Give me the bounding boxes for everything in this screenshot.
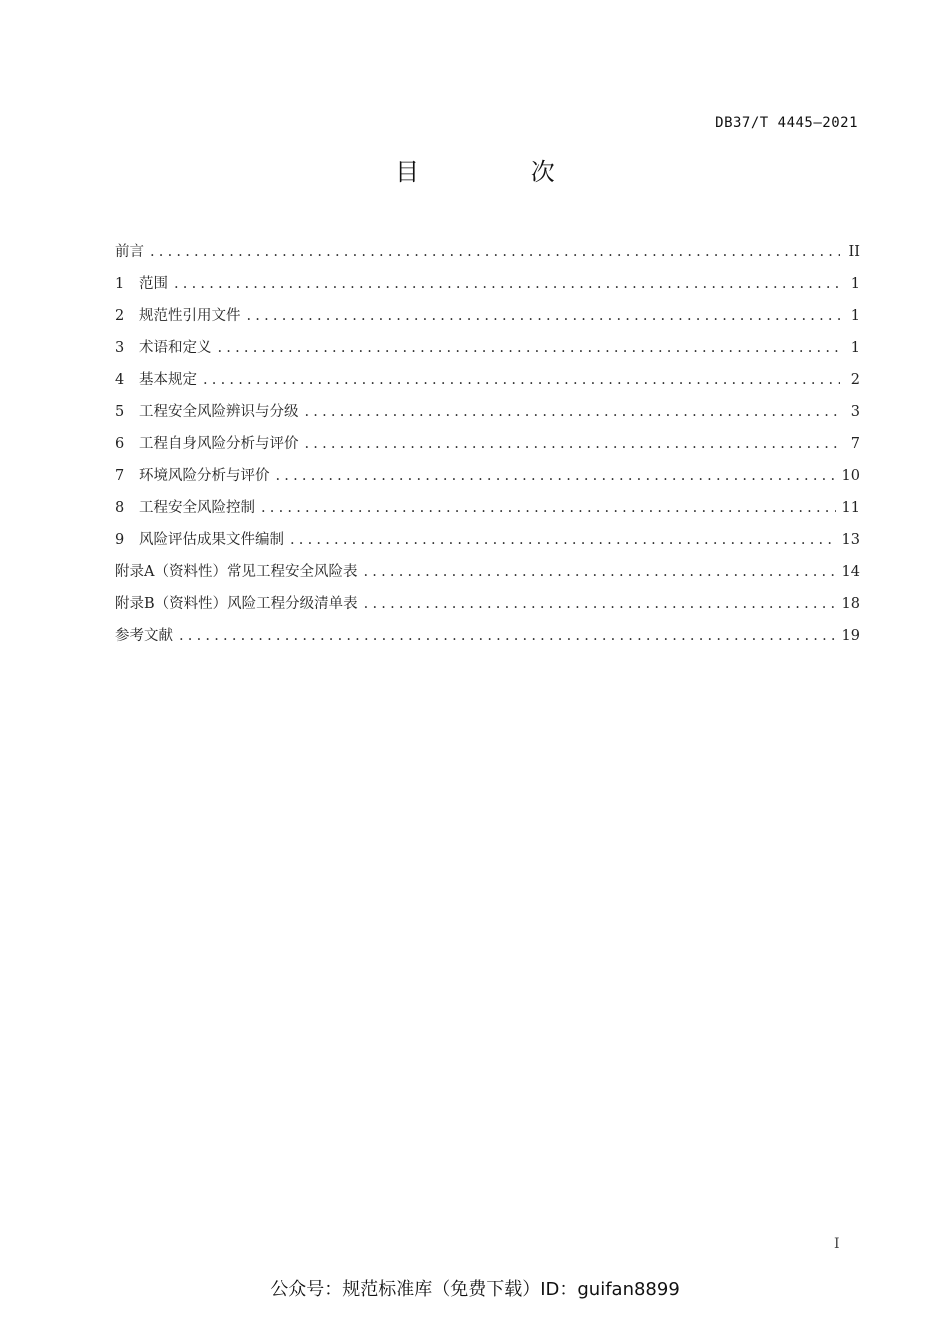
toc-entry-3[interactable] (115, 336, 860, 368)
toc-leader-dots (363, 560, 835, 584)
toc-entry-number: 3 (115, 340, 125, 356)
toc-entry-7[interactable] (115, 464, 860, 496)
toc-leader-dots (261, 496, 836, 520)
toc-leader-dots (150, 240, 840, 264)
toc-entry-appendix-a[interactable] (115, 560, 860, 592)
document-code: DB37/T 4445—2021 (715, 115, 858, 131)
toc-leader-dots (364, 592, 836, 616)
toc-entry-label: 范围 (139, 276, 168, 292)
toc-entry-label: 工程安全风险控制 (139, 500, 255, 516)
toc-entry-page: 7 (850, 436, 860, 452)
toc-entry-label: 附录B（资料性）风险工程分级清单表 (115, 596, 358, 612)
page-title: 目 次 (395, 158, 607, 186)
toc-entry-page: II (848, 244, 860, 260)
toc-entry-page: 13 (841, 532, 860, 548)
toc-entry-label: 工程安全风险辨识与分级 (139, 404, 299, 420)
toc-entry-page: 18 (841, 596, 860, 612)
toc-entry-number: 9 (115, 532, 125, 548)
toc-leader-dots (218, 336, 841, 360)
toc-entry-label: 工程自身风险分析与评价 (139, 436, 299, 452)
toc-entry-page: 1 (850, 276, 860, 292)
toc-entry-page: 2 (850, 372, 860, 388)
toc-entry-page: 11 (841, 500, 860, 516)
toc-entry-number: 8 (115, 500, 125, 516)
toc-entry-number: 1 (115, 276, 125, 292)
toc-entry-number: 4 (115, 372, 125, 388)
toc-leader-dots (276, 464, 836, 488)
toc-entry-5[interactable] (115, 400, 860, 432)
toc-entry-label: 附录A（资料性）常见工程安全风险表 (115, 564, 358, 580)
toc-entry-page: 3 (850, 404, 860, 420)
toc-entry-appendix-b[interactable] (115, 592, 860, 624)
toc-entry-foreword[interactable] (115, 240, 860, 272)
toc-leader-dots (305, 400, 841, 424)
toc-leader-dots (203, 368, 840, 392)
toc-entry-label: 风险评估成果文件编制 (139, 532, 284, 548)
toc-entry-number: 2 (115, 308, 125, 324)
toc-entry-page: 19 (841, 628, 860, 644)
toc-entry-label: 术语和定义 (139, 340, 212, 356)
table-of-contents (115, 240, 860, 656)
toc-entry-bibliography[interactable] (115, 624, 860, 656)
watermark-text: 公众号：规范标准库（免费下载）ID：guifan8899 (270, 1279, 680, 1300)
toc-leader-dots (290, 528, 836, 552)
toc-entry-page: 14 (841, 564, 860, 580)
toc-entry-label: 环境风险分析与评价 (139, 468, 270, 484)
toc-leader-dots (179, 624, 836, 648)
toc-leader-dots (174, 272, 840, 296)
toc-leader-dots (247, 304, 841, 328)
toc-entry-page: 1 (850, 308, 860, 324)
toc-entry-8[interactable] (115, 496, 860, 528)
toc-entry-number: 6 (115, 436, 125, 452)
page-number: I (834, 1236, 840, 1252)
toc-entry-label: 前言 (115, 244, 144, 260)
toc-entry-label: 参考文献 (115, 628, 173, 644)
toc-entry-number: 7 (115, 468, 125, 484)
toc-leader-dots (305, 432, 841, 456)
toc-entry-2[interactable] (115, 304, 860, 336)
toc-entry-page: 10 (841, 468, 860, 484)
toc-entry-4[interactable] (115, 368, 860, 400)
toc-entry-9[interactable] (115, 528, 860, 560)
toc-entry-6[interactable] (115, 432, 860, 464)
toc-entry-label: 基本规定 (139, 372, 197, 388)
toc-entry-number: 5 (115, 404, 125, 420)
toc-entry-page: 1 (850, 340, 860, 356)
toc-entry-label: 规范性引用文件 (139, 308, 241, 324)
toc-entry-1[interactable] (115, 272, 860, 304)
